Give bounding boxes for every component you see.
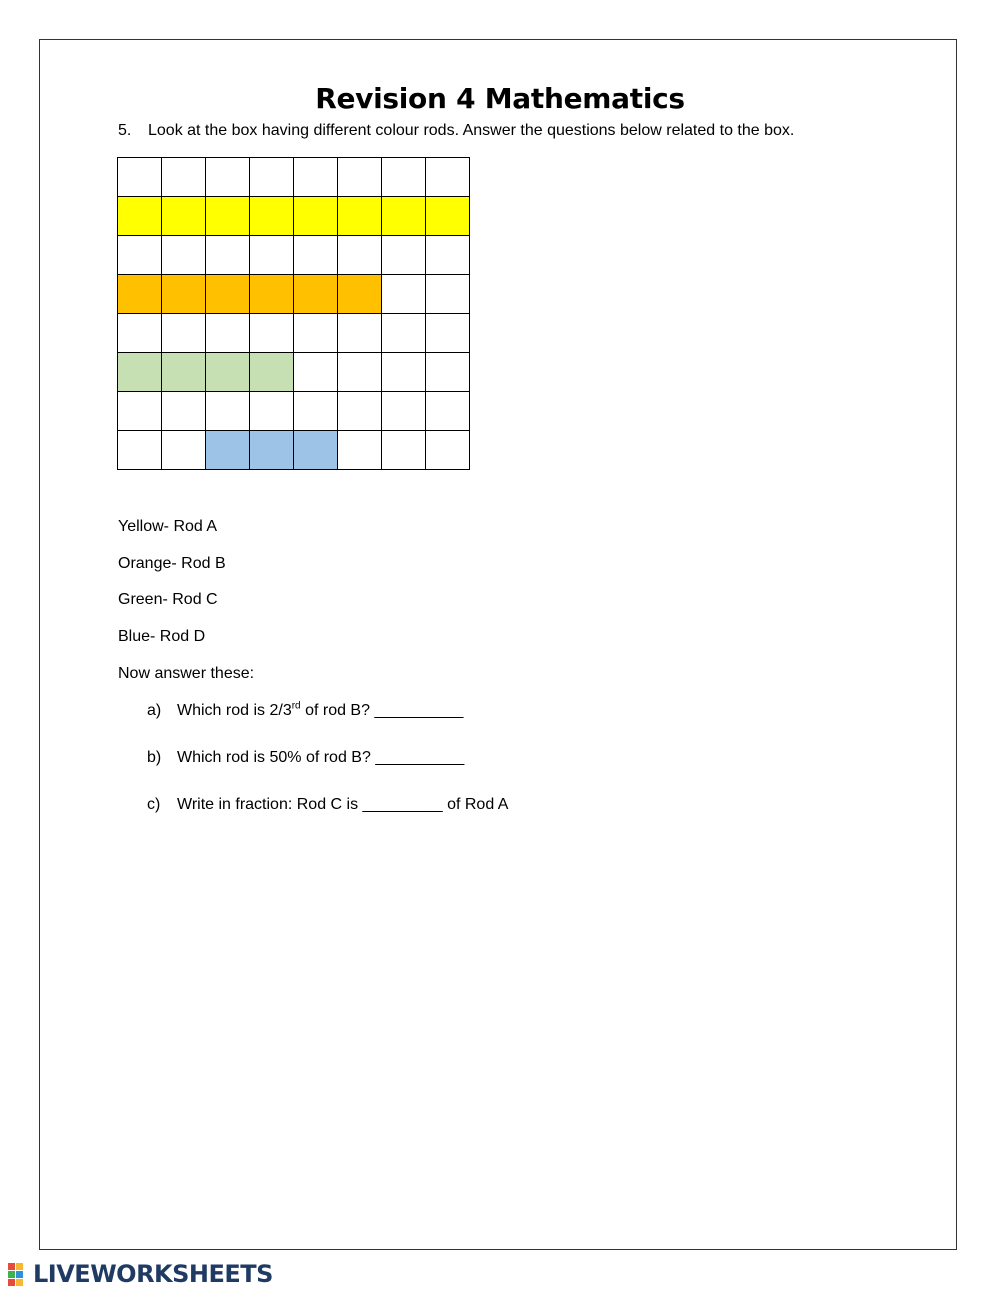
grid-cell xyxy=(426,353,470,392)
question-b xyxy=(147,749,464,767)
grid-cell xyxy=(338,236,382,275)
rod-cell xyxy=(250,431,294,470)
question-a-superscript: rd xyxy=(291,700,301,712)
grid-cell xyxy=(162,236,206,275)
rod-cell xyxy=(118,275,162,314)
rod-cell xyxy=(338,275,382,314)
grid-cell xyxy=(294,314,338,353)
grid-cell xyxy=(382,353,426,392)
grid-cell xyxy=(294,158,338,197)
question-b-text[interactable]: Which rod is 50% of rod B? __________ xyxy=(177,749,465,766)
question-a-label: a) xyxy=(147,702,162,719)
rod-grid xyxy=(117,157,470,470)
question-a xyxy=(147,702,463,720)
grid-cell xyxy=(294,236,338,275)
legend-rod-d: Blue- Rod D xyxy=(118,628,206,645)
grid-cell xyxy=(162,392,206,431)
grid-cell xyxy=(118,158,162,197)
grid-cell xyxy=(250,158,294,197)
grid-cell xyxy=(426,236,470,275)
rod-cell xyxy=(250,275,294,314)
grid-cell xyxy=(250,314,294,353)
rod-cell xyxy=(338,197,382,236)
rod-cell xyxy=(206,197,250,236)
rod-cell xyxy=(294,431,338,470)
liveworksheets-brand[interactable] xyxy=(8,1259,273,1289)
brand-name: LIVEWORKSHEETS xyxy=(33,1260,273,1288)
legend-rod-a: Yellow- Rod A xyxy=(118,518,218,535)
legend-rod-c: Green- Rod C xyxy=(118,591,218,608)
grid-cell xyxy=(206,158,250,197)
grid-cell xyxy=(382,392,426,431)
rod-cell xyxy=(118,197,162,236)
grid-cell xyxy=(426,392,470,431)
instruction-text: Look at the box having different colour rods. Answer the questions below related to the box. xyxy=(148,122,795,139)
legend-rod-b: Orange- Rod B xyxy=(118,555,226,572)
grid-cell xyxy=(382,314,426,353)
grid-cell xyxy=(250,236,294,275)
question-number: 5. xyxy=(118,122,132,139)
grid-row xyxy=(118,275,470,314)
question-a-answer-blank[interactable]: of rod B? __________ xyxy=(300,702,464,719)
grid-row xyxy=(118,353,470,392)
grid-row xyxy=(118,197,470,236)
grid-cell xyxy=(338,353,382,392)
rod-cell xyxy=(206,275,250,314)
rod-cell xyxy=(206,353,250,392)
grid-cell xyxy=(382,431,426,470)
rod-cell xyxy=(250,197,294,236)
liveworksheets-logo-icon xyxy=(8,1263,30,1285)
grid-cell xyxy=(426,275,470,314)
grid-cell xyxy=(250,392,294,431)
grid-cell xyxy=(118,431,162,470)
grid-cell xyxy=(426,314,470,353)
grid-cell xyxy=(382,236,426,275)
grid-cell xyxy=(206,236,250,275)
grid-cell xyxy=(338,314,382,353)
rod-cell xyxy=(118,353,162,392)
grid-cell xyxy=(338,158,382,197)
rod-cell xyxy=(250,353,294,392)
grid-row xyxy=(118,236,470,275)
answer-prompt: Now answer these: xyxy=(118,665,255,682)
grid-row xyxy=(118,158,470,197)
grid-cell xyxy=(118,392,162,431)
grid-cell xyxy=(338,392,382,431)
grid-cell xyxy=(426,158,470,197)
rod-cell xyxy=(162,275,206,314)
question-c-label: c) xyxy=(147,796,161,813)
grid-cell xyxy=(206,314,250,353)
instruction-line xyxy=(118,122,794,140)
question-c-text[interactable]: Write in fraction: Rod C is _________ of Rod A xyxy=(177,796,509,813)
question-a-text: Which rod is 2/3 xyxy=(177,702,292,719)
grid-cell xyxy=(294,353,338,392)
grid-cell xyxy=(294,392,338,431)
rod-cell xyxy=(294,197,338,236)
grid-cell xyxy=(206,392,250,431)
rod-cell xyxy=(426,197,470,236)
question-c xyxy=(147,796,508,814)
grid-row xyxy=(118,392,470,431)
grid-row xyxy=(118,431,470,470)
worksheet-title: Revision 4 Mathematics xyxy=(315,82,685,115)
grid-row xyxy=(118,314,470,353)
grid-cell xyxy=(162,314,206,353)
grid-cell xyxy=(382,275,426,314)
rod-cell xyxy=(382,197,426,236)
grid-cell xyxy=(338,431,382,470)
grid-cell xyxy=(118,236,162,275)
rod-cell xyxy=(294,275,338,314)
rod-cell xyxy=(162,353,206,392)
rod-cell xyxy=(206,431,250,470)
grid-cell xyxy=(162,431,206,470)
grid-cell xyxy=(426,431,470,470)
grid-cell xyxy=(162,158,206,197)
question-b-label: b) xyxy=(147,749,162,766)
grid-cell xyxy=(382,158,426,197)
rod-cell xyxy=(162,197,206,236)
grid-cell xyxy=(118,314,162,353)
